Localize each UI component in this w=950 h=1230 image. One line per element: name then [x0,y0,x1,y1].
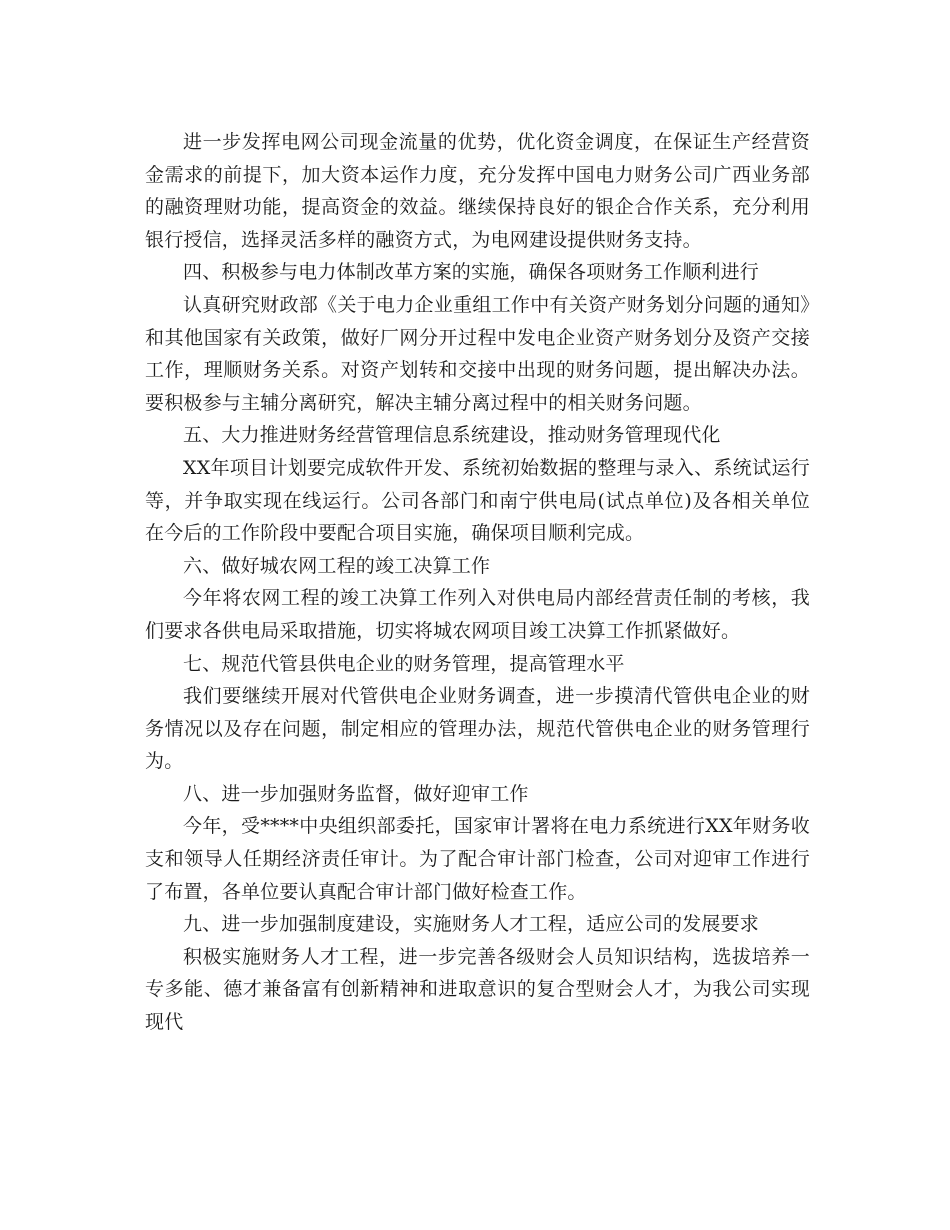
section-heading: 六、做好城农网工程的竣工决算工作 [183,554,491,577]
body-paragraph: XX年项目计划要完成软件开发、系统初始数据的整理与录入、系统试运行等，并争取实现在线运行。公司各部门和南宁供电局(试点单位)及各相关单位在今后的工作阶段中要配合项目实施，确保项目顺利完成。 [145,456,810,545]
body-paragraph: 今年，受****中央组织部委托，国家审计署将在电力系统进行XX年财务收支和领导人任期经济责任审计。为了配合审计部门检查，公司对迎审工作进行了布置，各单位要认真配合审计部门做好检查工作。 [145,815,810,903]
body-paragraph: 认真研究财政部《关于电力企业重组工作中有关资产财务划分问题的通知》和其他国家有关政策，做好厂网分开过程中发电企业资产财务划分及资产交接工作，理顺财务关系。对资产划转和交接中出现的财务问题，提出解决办法。要积极参与主辅分离研究，解决主辅分离过程中的相关财务问题。 [145,293,810,414]
section-heading: 八、进一步加强财务监督，做好迎审工作 [183,782,529,805]
body-paragraph: 进一步发挥电网公司现金流量的优势，优化资金调度，在保证生产经营资金需求的前提下，加大资本运作力度，充分发挥中国电力财务公司广西业务部的融资理财功能，提高资金的效益。继续保持良好的银企合作关系，充分利用银行授信，选择灵活多样的融资方式，为电网建设提供财务支持。 [145,131,810,251]
body-paragraph: 积极实施财务人才工程，进一步完善各级财会人员知识结构，选拔培养一专多能、德才兼备富有创新精神和进取意识的复合型财会人才，为我公司实现现代 [145,945,810,1034]
section-heading: 七、规范代管县供电企业的财务管理，提高管理水平 [183,652,625,675]
section-heading: 九、进一步加强制度建设，实施财务人才工程，适应公司的发展要求 [183,913,760,936]
section-heading: 四、积极参与电力体制改革方案的实施，确保各项财务工作顺利进行 [183,261,760,284]
body-paragraph: 我们要继续开展对代管供电企业财务调查，进一步摸清代管供电企业的财务情况以及存在问题，制定相应的管理办法，规范代管供电企业的财务管理行为。 [145,685,810,773]
body-paragraph: 今年将农网工程的竣工决算工作列入对供电局内部经营责任制的考核，我们要求各供电局采取措施，切实将城农网项目竣工决算工作抓紧做好。 [145,587,810,642]
document-body [145,126,810,1039]
section-heading: 五、大力推进财务经营管理信息系统建设，推动财务管理现代化 [183,424,721,447]
